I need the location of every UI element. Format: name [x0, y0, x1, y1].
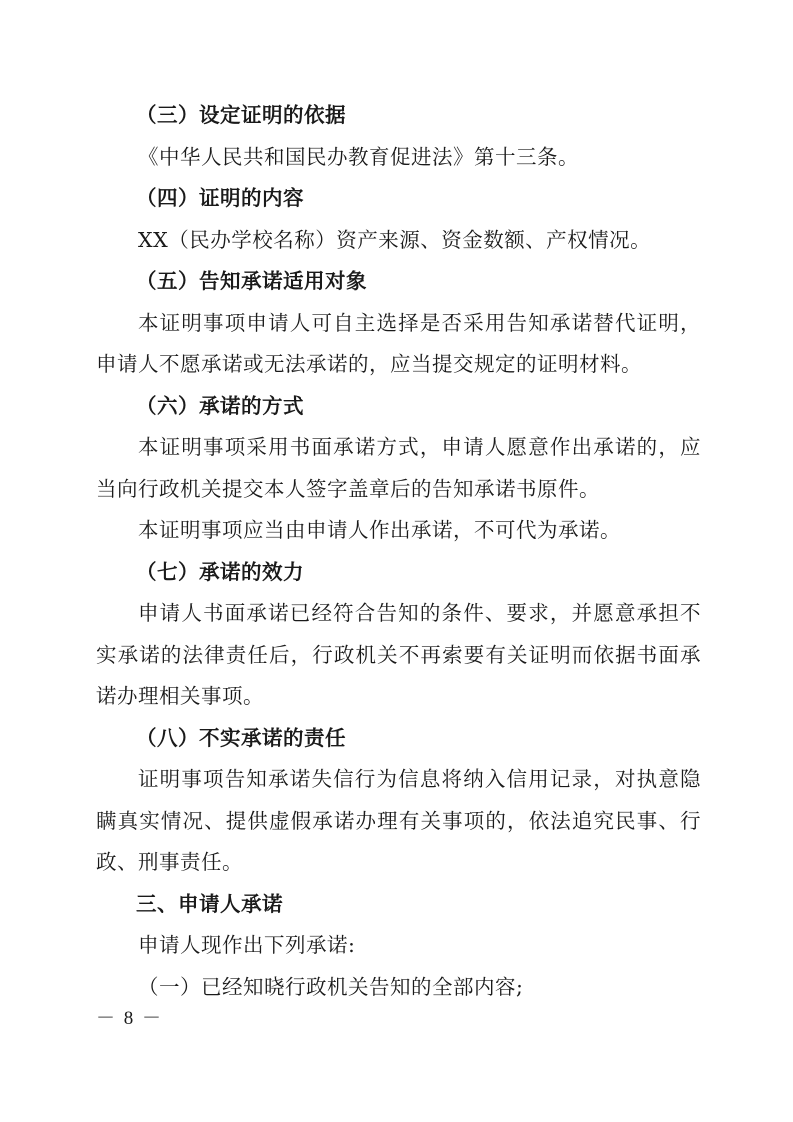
document-body: [96, 95, 701, 1008]
paragraph-commitment-effect-line-2: 实承诺的法律责任后，行政机关不再索要有关证明而依据书面承: [96, 642, 701, 667]
heading-basis: （三）设定证明的依据: [136, 103, 346, 127]
paragraph-commitment-method-line-2: 当向行政机关提交本人签字盖章后的告知承诺书原件。: [96, 476, 600, 501]
paragraph-applicable-object-line-2: 申请人不愿承诺或无法承诺的，应当提交规定的证明材料。: [96, 352, 642, 376]
heading-commitment-effect: （七）承诺的效力: [136, 559, 304, 584]
paragraph-content: XX（民办学校名称）资产来源、资金数额、产权情况。: [138, 227, 652, 252]
heading-commitment-method: （六）承诺的方式: [136, 393, 304, 418]
paragraph-applicable-object-line-1: 本证明事项申请人可自主选择是否采用告知承诺替代证明，: [138, 310, 701, 335]
paragraph-applicant-commitment-intro: 申请人现作出下列承诺:: [138, 933, 356, 957]
heading-applicant-commitment: 三、申请人承诺: [136, 891, 283, 916]
paragraph-commitment-item-1: （一）已经知晓行政机关告知的全部内容;: [138, 974, 524, 999]
page-number: － 8 －: [96, 1008, 164, 1029]
paragraph-basis: 《中华人民共和国民办教育促进法》第十三条。: [138, 144, 579, 169]
paragraph-commitment-method-line-1: 本证明事项采用书面承诺方式，申请人愿意作出承诺的，应: [138, 435, 701, 459]
heading-applicable-object: （五）告知承诺适用对象: [136, 269, 367, 293]
paragraph-commitment-by-applicant: 本证明事项应当由申请人作出承诺，不可代为承诺。: [138, 518, 621, 542]
paragraph-liability-line-1: 证明事项告知承诺失信行为信息将纳入信用记录，对执意隐: [138, 767, 701, 791]
heading-content: （四）证明的内容: [136, 186, 304, 210]
paragraph-liability-line-3: 政、刑事责任。: [96, 850, 243, 874]
heading-false-commitment-liability: （八）不实承诺的责任: [136, 725, 346, 750]
paragraph-commitment-effect-line-3: 诺办理相关事项。: [96, 684, 264, 708]
paragraph-liability-line-2: 瞒真实情况、提供虚假承诺办理有关事项的，依法追究民事、行: [96, 808, 701, 833]
paragraph-commitment-effect-line-1: 申请人书面承诺已经符合告知的条件、要求，并愿意承担不: [138, 601, 701, 625]
